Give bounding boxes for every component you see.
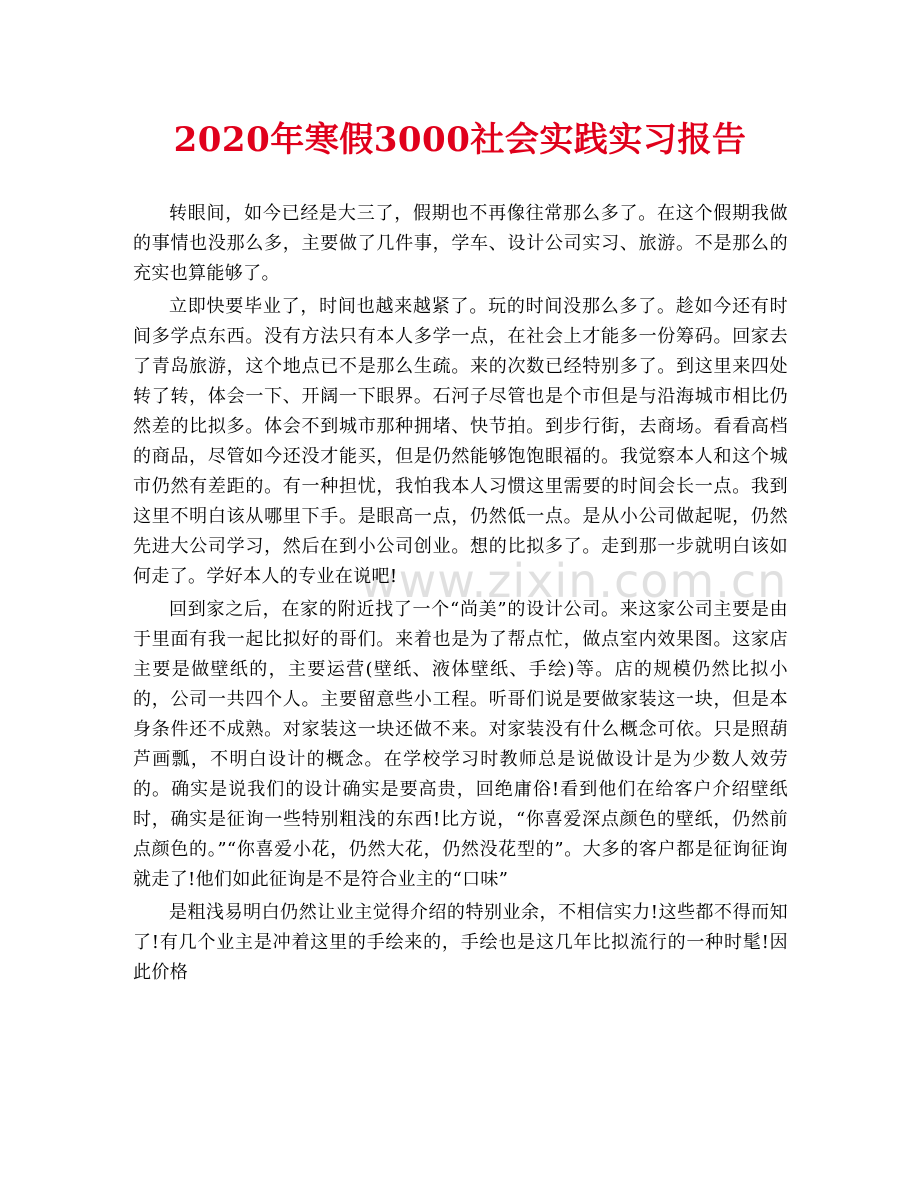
document-title: 2020年寒假3000社会实践实习报告 <box>173 120 747 160</box>
paragraph-3: 回到家之后，在家的附近找了一个“尚美”的设计公司。来这家公司主要是由于里面有我一起比拟好的哥们。来着也是为了帮点忙，做点室内效果图。这家店主要是做壁纸的，主要运营(壁纸、液体壁纸、手绘)等。店的规模仍然比拟小的，公司一共四个人。主要留意些小工程。听哥们说是要做家装这一块，但是本身条件还不成熟。对家装这一块还做不来。对家装没有什么概念可依。只是照葫芦画瓢，不明白设计的概念。在学校学习时教师总是说做设计是为少数人效劳的。确实是说我们的设计确实是要高贵，回绝庸俗!看到他们在给客户介绍壁纸时，确实是征询一些特别粗浅的东西!比方说，“你喜爱深点颜色的壁纸，仍然前点颜色的。”“你喜爱小花，仍然大花，仍然没花型的”。大多的客户都是征询征询就走了!他们如此征询是不是符合业主的“口味” <box>133 599 788 890</box>
document-body <box>133 199 788 991</box>
paragraph-1: 转眼间，如今已经是大三了，假期也不再像往常那么多了。在这个假期我做的事情也没那么多，主要做了几件事，学车、设计公司实习、旅游。不是那么的充实也算能够了。 <box>133 203 788 284</box>
paragraph-4: 是粗浅易明白仍然让业主觉得介绍的特别业余，不相信实力!这些都不得而知了!有几个业主是冲着这里的手绘来的，手绘也是这几年比拟流行的一种时髦!因此价格 <box>133 902 788 983</box>
watermark: www.zixin.com.cn <box>360 554 788 608</box>
paragraph-2: 立即快要毕业了，时间也越来越紧了。玩的时间没那么多了。趁如今还有时间多学点东西。没有方法只有本人多学一点，在社会上才能多一份筹码。回家去了青岛旅游，这个地点已不是那么生疏。来的次数已经特别多了。到这里来四处转了转，体会一下、开阔一下眼界。石河子尽管也是个市但是与沿海城市相比仍然差的比拟多。体会不到城市那种拥堵、快节拍。到步行街，去商场。看看高档的商品，尽管如今还没才能买，但是仍然能够饱饱眼福的。我觉察本人和这个城市仍然有差距的。有一种担忧，我怕我本人习惯这里需要的时间会长一点。我到这里不明白该从哪里下手。是眼高一点，仍然低一点。是从小公司做起呢，仍然先进大公司学习，然后在到小公司创业。想的比拟多了。走到那一步就明白该如何走了。学好本人的专业在说吧! <box>133 296 788 587</box>
